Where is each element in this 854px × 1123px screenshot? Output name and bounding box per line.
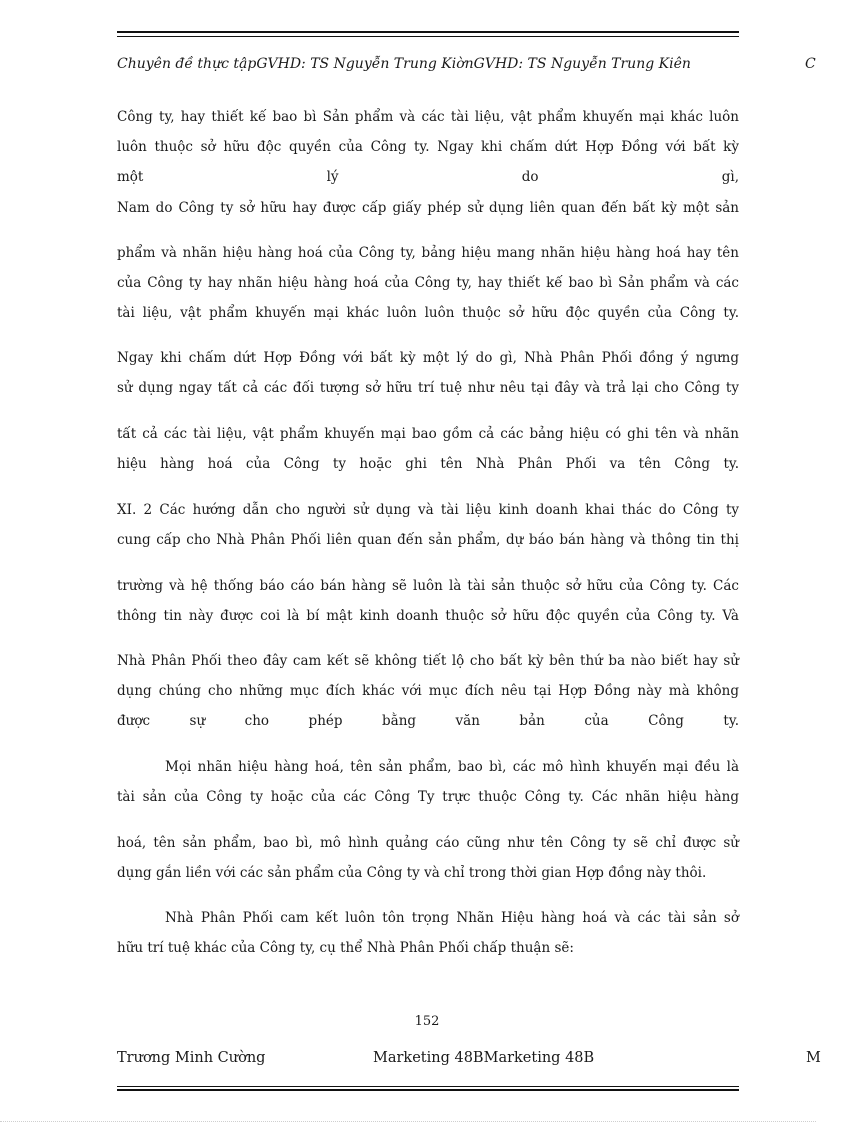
body-line: Nhà Phân Phối theo đây cam kết sẽ không tiết lộ cho bất kỳ bên thứ ba nào biết hay sử — [117, 653, 739, 669]
body-line: của Công ty hay nhãn hiệu hàng hoá của Công ty, hay thiết kế bao bì Sản phẩm và các — [117, 275, 739, 291]
body-line: tài liệu, vật phẩm khuyến mại khác luôn luôn thuộc sở hữu độc quyền của Công ty. — [117, 305, 739, 321]
footer-author: Trương Minh Cường — [117, 1050, 266, 1066]
body-line: dụng chúng cho những mục đích khác với mục đích nêu tại Hợp Đồng này mà không — [117, 683, 739, 699]
running-header-overflow: C — [805, 56, 816, 72]
body-line: trường và hệ thống báo cáo bán hàng sẽ luôn là tài sản thuộc sở hữu của Công ty. Các — [117, 578, 739, 594]
body-line: cung cấp cho Nhà Phân Phối liên quan đến sản phẩm, dự báo bán hàng và thông tin thị — [117, 532, 739, 548]
footer-overflow: M — [806, 1050, 821, 1066]
body-line: hiệu hàng hoá của Công ty hoặc ghi tên Nhà Phân Phối va tên Công ty. — [117, 456, 739, 472]
header-rule-thin — [117, 36, 739, 37]
running-header: Chuyên đề thực tậpGVHD: TS Nguyễn Trung KiờnGVHD: TS Nguyễn Trung Kiên — [117, 56, 691, 72]
body-line: được sự cho phép bằng văn bản của Công ty. — [117, 713, 739, 729]
body-line: XI. 2 Các hướng dẫn cho người sử dụng và tài liệu kinh doanh khai thác do Công ty — [117, 502, 739, 518]
body-line-indented: Mọi nhãn hiệu hàng hoá, tên sản phẩm, bao bì, các mô hình khuyến mại đều là — [165, 759, 739, 775]
footer-rule-thick — [117, 1089, 739, 1091]
body-line: luôn thuộc sở hữu độc quyền của Công ty. Ngay khi chấm dứt Hợp Đồng với bất kỳ — [117, 139, 739, 155]
page-number: 152 — [414, 1014, 440, 1029]
body-line: Công ty, hay thiết kế bao bì Sản phẩm và các tài liệu, vật phẩm khuyến mại khác luôn — [117, 109, 739, 125]
body-line: sử dụng ngay tất cả các đối tượng sở hữu trí tuệ như nêu tại đây và trả lại cho Công ty — [117, 380, 739, 396]
body-line: tất cả các tài liệu, vật phẩm khuyến mại bao gồm cả các bảng hiệu có ghi tên và nhãn — [117, 426, 739, 442]
body-line: một lý do gì, — [117, 169, 739, 185]
footer-rule-thin — [117, 1086, 739, 1087]
body-line: tài sản của Công ty hoặc của các Công Ty trực thuộc Công ty. Các nhãn hiệu hàng — [117, 789, 739, 805]
body-line: phẩm và nhãn hiệu hàng hoá của Công ty, bảng hiệu mang nhãn hiệu hàng hoá hay tên — [117, 245, 739, 261]
page-edge-dotted — [0, 1121, 816, 1122]
body-line: Ngay khi chấm dứt Hợp Đồng với bất kỳ một lý do gì, Nhà Phân Phối đồng ý ngưng — [117, 350, 739, 366]
header-rule-thick — [117, 31, 739, 33]
body-line: hoá, tên sản phẩm, bao bì, mô hình quảng cáo cũng như tên Công ty sẽ chỉ được sử — [117, 835, 739, 851]
body-line: thông tin này được coi là bí mật kinh doanh thuộc sở hữu độc quyền của Công ty. Và — [117, 608, 739, 624]
body-line: Nam do Công ty sở hữu hay được cấp giấy phép sử dụng liên quan đến bất kỳ một sản — [117, 200, 739, 216]
body-line-indented: Nhà Phân Phối cam kết luôn tôn trọng Nhãn Hiệu hàng hoá và các tài sản sở — [165, 910, 739, 926]
body-line: dụng gắn liền với các sản phẩm của Công ty và chỉ trong thời gian Hợp đồng này thôi. — [117, 865, 707, 881]
footer-class: Marketing 48BMarketing 48B — [373, 1050, 595, 1066]
body-line: hữu trí tuệ khác của Công ty, cụ thể Nhà Phân Phối chấp thuận sẽ: — [117, 940, 574, 956]
